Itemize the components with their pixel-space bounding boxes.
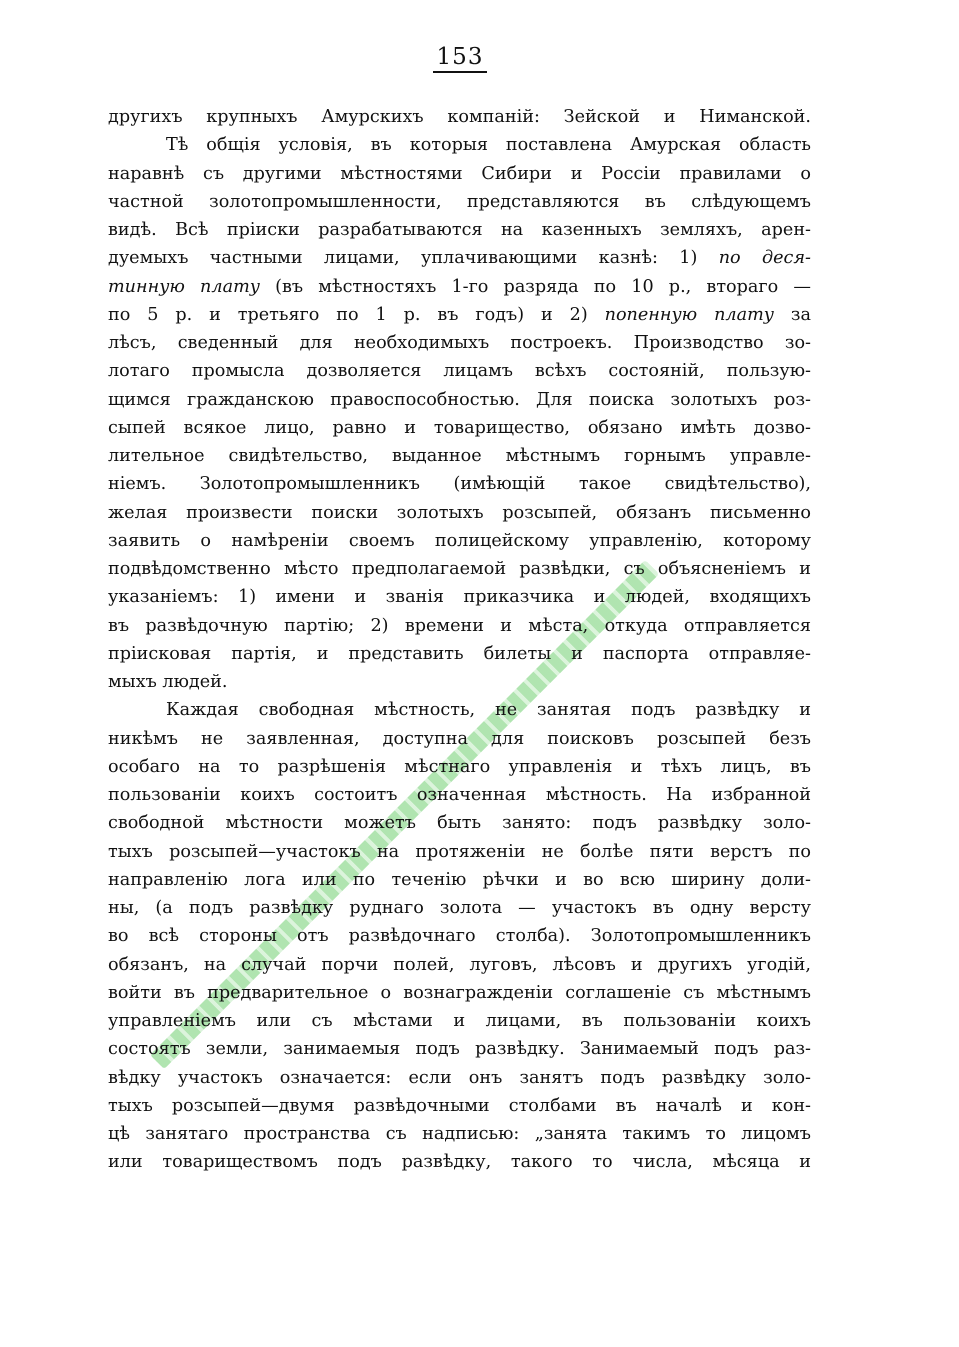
text-line: тыхъ розсыпей—участокъ на протяженіи не болѣе пяти верстъ по (108, 841, 811, 862)
text-line: тыхъ розсыпей—двумя развѣдочными столбами въ началѣ и кон- (108, 1095, 811, 1116)
text-line: свободной мѣстности можетъ быть занято: подъ развѣдку золо- (108, 813, 811, 834)
text-line: желая произвести поиски золотыхъ розсыпей, обязанъ письменно (108, 502, 811, 523)
text-segment: по 5 р. и третьяго по 1 р. въ годъ) и 2) (108, 304, 605, 325)
text-line: ны, (а подъ развѣдку руднаго золота — участокъ въ одну версту (108, 898, 811, 918)
text-line: щимся гражданскою правоспособностью. Для поиска золотыхъ роз- (108, 389, 811, 410)
text-line: сыпей всякое лицо, равно и товарищество, обязано имѣть дозво- (108, 417, 811, 438)
text-line: особаго на то разрѣшенія мѣстнаго управленія и тѣхъ лицъ, въ (108, 756, 811, 777)
text-line: лѣсъ, сведенный для необходимыхъ построекъ. Производство зо- (108, 333, 811, 353)
text-line: другихъ крупныхъ Амурскихъ компаній: Зейской и Ниманской. (108, 107, 811, 127)
text-line: или товариществомъ подъ развѣдку, такого то числа, мѣсяца и (108, 1152, 811, 1173)
text-line: видѣ. Всѣ пріиски разрабатываются на казенныхъ земляхъ, арен- (108, 220, 811, 240)
text-line: цѣ занятаго пространства съ надписью: „занята такимъ то лицомъ (108, 1124, 811, 1144)
text-line: частной золотопромышленности, представляются въ слѣдующемъ (108, 191, 811, 212)
text-line: подвѣдомственно мѣсто предполагаемой развѣдки, съ объясненіемъ и (108, 559, 811, 579)
text-line: указаніемъ: 1) имени и званія приказчика и людей, входящихъ (108, 587, 811, 608)
text-line: лительное свидѣтельство, выданное мѣстнымъ горнымъ управле- (108, 446, 811, 466)
text-line: Тѣ общія условія, въ которыя поставлена Амурская область (166, 135, 811, 156)
text-line: мыхъ людей. (108, 672, 228, 692)
text-segment: (въ мѣстностяхъ 1-го разряда по 10 р., втораго — (259, 276, 811, 297)
text-line (108, 301, 811, 329)
text-line: заявить о намѣреніи своемъ полицейскому управленію, которому (108, 530, 811, 551)
text-line: обязанъ, на случай порчи полей, луговъ, лѣсовъ и другихъ угодій, (108, 954, 811, 975)
text-line: пользованіи коихъ состоитъ означенная мѣстность. На избранной (108, 785, 811, 805)
text-line: управленіемъ или съ мѣстами и лицами, въ пользованіи коихъ (108, 1011, 811, 1031)
text-line: никѣмъ не заявленная, доступна для поисковъ розсыпей безъ (108, 728, 811, 749)
page-number: 153 (0, 44, 920, 73)
text-line (108, 273, 811, 301)
italic-term: попенную плату (604, 304, 774, 325)
italic-term: тинную плату (108, 276, 260, 297)
text-line: вѣдку участокъ означается: если онъ занятъ подъ развѣдку золо- (108, 1067, 811, 1088)
text-line: состоятъ земли, занимаемыя подъ развѣдку. Занимаемый подъ раз- (108, 1039, 811, 1060)
text-line (108, 244, 811, 272)
italic-term: по деся- (718, 248, 811, 269)
text-line: въ развѣдочную партію; 2) времени и мѣста, откуда отправляется (108, 615, 811, 636)
text-line: направленію лога или по теченію рѣчки и во всю ширину доли- (108, 869, 811, 890)
text-line: во всѣ стороны отъ развѣдочнаго столба). Золотопромышленникъ (108, 926, 811, 947)
body-text (108, 103, 811, 1177)
text-line: пріисковая партія, и представить билеты и паспорта отправляе- (108, 643, 811, 664)
text-line: наравнѣ съ другими мѣстностями Сибири и Россіи правилами о (108, 163, 811, 184)
text-line: лотаго промысла дозволяется лицамъ всѣхъ состояній, пользую- (108, 361, 811, 382)
text-line: войти въ предварительное о вознагражденіи соглашеніе съ мѣстнымъ (108, 982, 811, 1003)
text-segment: дуемыхъ частными лицами, уплачивающими казнѣ: 1) (108, 248, 719, 269)
text-line: ніемъ. Золотопромышленникъ (имѣющій такое свидѣтельство), (108, 474, 811, 495)
text-segment: за (774, 304, 811, 325)
text-line: Каждая свободная мѣстность, не занятая подъ развѣдку и (166, 700, 811, 721)
